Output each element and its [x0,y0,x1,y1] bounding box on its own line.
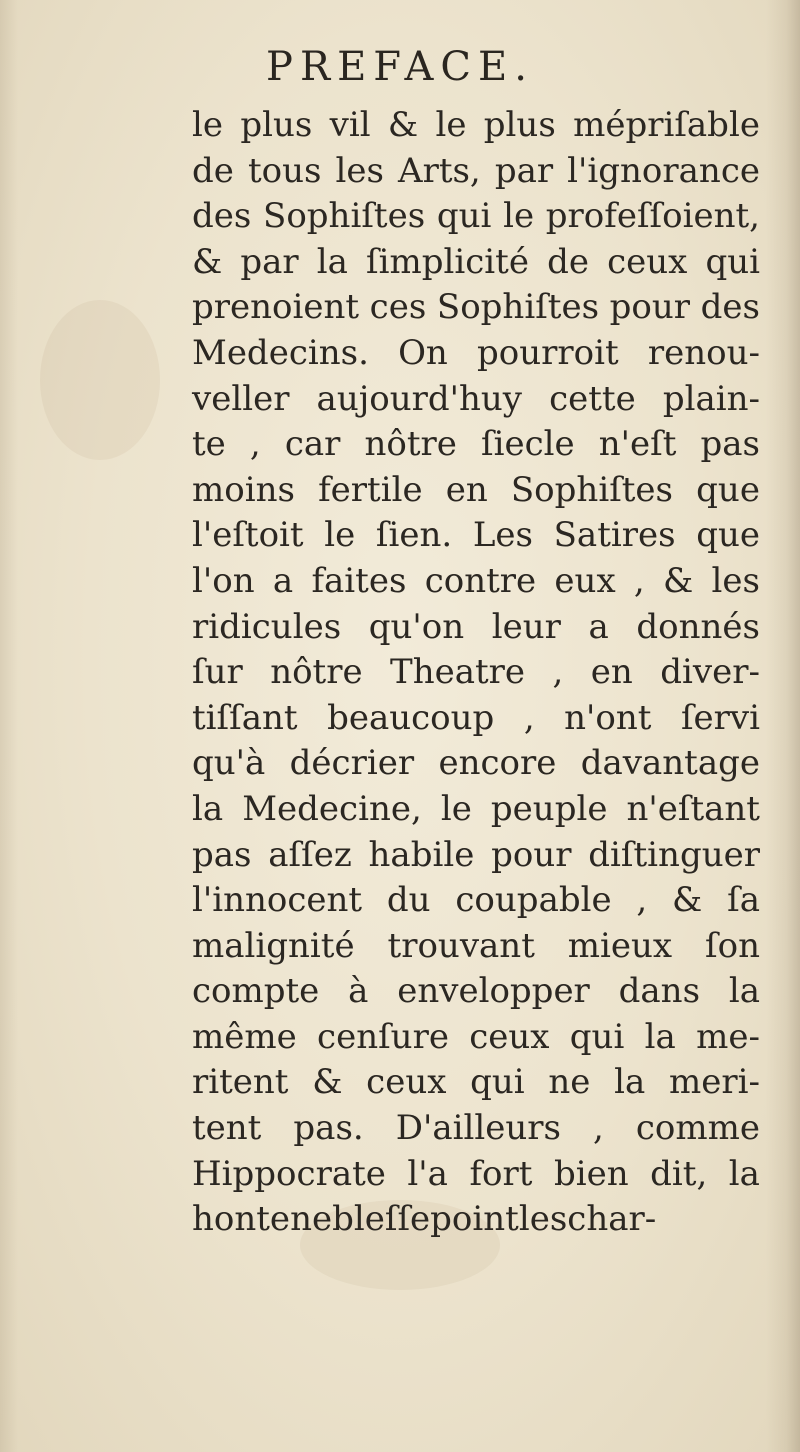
text-word: dans [618,971,701,1012]
text-word: ceux [469,1016,550,1057]
text-word: le [503,196,535,237]
text-line [192,559,760,605]
text-word: donnés [636,606,760,647]
text-word: ritent [192,1062,289,1103]
text-word: ne [548,1062,591,1103]
text-word: ſiecle [481,424,575,465]
text-word: le [324,515,356,556]
text-word: car [284,424,341,465]
text-word: qui [705,241,760,282]
text-line [192,513,760,559]
text-word: l'innocent [192,880,363,921]
text-line [192,285,760,331]
text-word: ſimplicité [366,241,529,282]
text-word: renou- [647,332,760,373]
text-word: Sophiſtes [436,287,600,328]
text-word: qui [436,196,492,237]
text-word: aujourd'huy [316,378,522,419]
text-line [192,468,760,514]
text-word: pas. [293,1108,364,1149]
text-word: veller [192,378,290,419]
text-word: & [192,241,223,282]
text-word: n'eſtant [626,788,760,829]
text-line [192,331,760,377]
text-word: On [398,332,448,373]
text-word: , [633,560,645,601]
text-word: la [192,788,224,829]
text-word: D'ailleurs [395,1108,561,1149]
text-word: en [590,652,633,693]
text-line [192,1060,760,1106]
text-word: la [728,1153,760,1194]
text-word: a [272,560,294,601]
text-word: ceux [607,241,688,282]
text-word: Satires [553,515,676,556]
text-word: des [192,196,252,237]
text-line [192,787,760,833]
text-word: plus [240,105,313,145]
text-word: & [672,880,703,921]
text-word: bleſſe [332,1199,431,1240]
text-word: plus [483,105,556,145]
text-word: mépriſable [573,105,760,145]
text-word: Medecins. [192,332,369,373]
text-line [192,377,760,423]
text-word: Hippocrate [192,1153,386,1194]
text-word: Les [472,515,533,556]
text-word: encore [438,743,557,784]
text-word: & [312,1062,343,1103]
running-head: PREFACE. [266,44,534,90]
text-word: du [386,880,431,921]
text-word: nôtre [364,424,457,465]
text-word: l'on [192,560,255,601]
text-word: qu'on [368,606,465,647]
text-word: diſtinguer [588,834,760,875]
text-word: à [348,971,369,1012]
text-word: ſur [192,652,243,693]
text-word: a [588,606,609,647]
text-word: pour [609,287,691,328]
text-word: de [547,241,589,282]
text-word: plain- [662,378,760,419]
text-word: nôtre [270,652,363,693]
text-word: compte [192,971,320,1012]
text-word: te [192,424,226,465]
text-word: dit, [650,1153,708,1194]
text-word: que [696,515,760,556]
text-word: me- [696,1016,760,1057]
text-word: & [663,560,694,601]
text-line [192,741,760,787]
text-word: pas [700,424,760,465]
text-line [192,696,760,742]
text-word: profeſſoient, [545,196,760,237]
text-word: , [636,880,648,921]
text-word: bien [553,1153,629,1194]
text-word: tous [247,150,322,191]
text-word: mieux [567,925,673,966]
text-word: diver- [660,652,760,693]
text-word: char- [567,1199,657,1240]
text-word: qui [470,1062,525,1103]
text-word: la [316,241,348,282]
text-line [192,969,760,1015]
text-word: ceux [366,1062,447,1103]
text-word: , [552,652,564,693]
text-word: le [435,105,467,145]
text-word: le [440,788,472,829]
text-word: pas [192,834,252,875]
text-word: point [430,1199,519,1240]
text-word: les [518,1199,568,1240]
text-word: pour [491,834,572,875]
text-word: , [249,424,261,465]
text-word: Theatre [390,652,526,693]
text-word: n'ont [564,697,652,738]
text-word: ſa [727,880,760,921]
text-word: des [700,287,760,328]
text-word: ne [290,1199,333,1240]
text-word: faites [311,560,407,601]
text-word: la [728,971,760,1012]
text-word: la [614,1062,646,1103]
text-word: cenſure [317,1016,449,1057]
paper-stain [40,300,160,460]
text-word: la [644,1016,676,1057]
text-word: habile [368,834,475,875]
text-word: prenoient [192,287,360,328]
text-word: l'a [407,1153,448,1194]
text-word: que [696,469,760,510]
text-word: ſervi [680,697,760,738]
text-word: cette [549,378,636,419]
text-word: eux [554,560,616,601]
text-word: trouvant [387,925,535,966]
text-word: décrier [289,743,415,784]
text-word: moins [192,469,295,510]
text-word: tent [192,1108,262,1149]
text-word: contre [424,560,537,601]
text-word: les [335,150,384,191]
text-word: le [192,105,223,145]
text-word: l'eſtoit [192,515,304,556]
text-line [192,833,760,879]
text-word: Sophiſtes [510,469,674,510]
text-line [192,878,760,924]
text-word: fertile [318,469,423,510]
text-word: qui [569,1016,625,1057]
text-word: fort [469,1153,533,1194]
text-line [192,240,760,286]
text-line [192,650,760,696]
text-word: les [711,560,760,601]
text-word: comme [635,1108,760,1149]
text-word: ridicules [192,606,342,647]
text-word: l'ignorance [567,150,760,191]
text-word: & [387,105,419,145]
text-line [192,103,760,149]
text-word: Sophiſtes [263,196,426,237]
text-word: honte [192,1199,291,1240]
text-word: peuple [490,788,608,829]
text-word: de [192,150,234,191]
text-word: même [192,1016,297,1057]
text-word: pourroit [477,332,619,373]
text-word: malignité [192,925,355,966]
text-word: , [523,697,535,738]
text-word: coupable [455,880,612,921]
page-left-edge-shadow [0,0,18,1452]
text-word: beaucoup [327,697,495,738]
text-word: en [445,469,488,510]
text-word: davantage [580,743,760,784]
text-word: n'eſt [598,424,677,465]
text-word: leur [491,606,561,647]
text-line [192,1015,760,1061]
text-word: Medecine, [242,788,422,829]
text-word: par [494,150,554,191]
text-word: vil [329,105,371,145]
text-word: tiſſant [192,697,298,738]
text-word: ces [369,287,427,328]
text-line [192,194,760,240]
text-line [192,1152,760,1198]
text-word: ſon [705,925,760,966]
text-line [192,422,760,468]
text-word: aſſez [268,834,352,875]
text-word: , [593,1108,604,1149]
text-line [192,1197,760,1243]
body-text [192,103,760,1243]
text-line [192,924,760,970]
text-word: Arts, [398,150,481,191]
text-word: envelopper [397,971,590,1012]
text-line [192,1106,760,1152]
text-word: qu'à [192,743,266,784]
text-line [192,605,760,651]
text-line [192,149,760,195]
text-word: par [240,241,299,282]
page-gutter-shadow [766,0,800,1452]
text-word: ſien. [375,515,453,556]
text-word: meri- [668,1062,760,1103]
